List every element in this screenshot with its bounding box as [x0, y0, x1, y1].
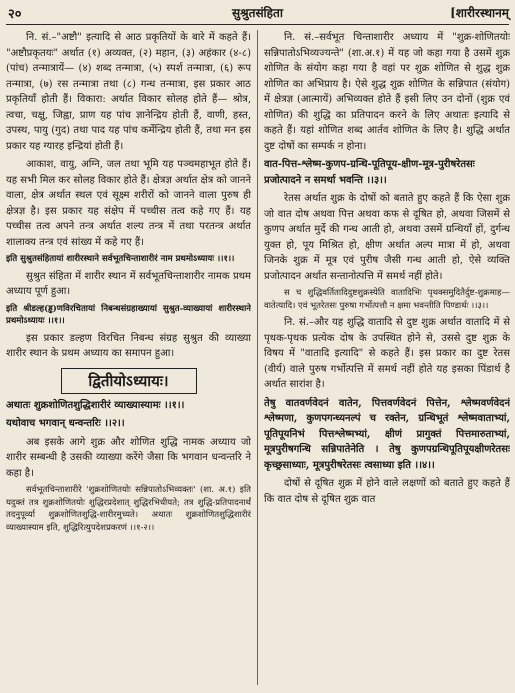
- commentary-paragraph: नि. सं.–और यह शुद्धि वातादि से दुष्ट शुक्र अर्थात वातादि में से पृथक-पृथक प्रत्येक दोष के उपस्थित होने से, उससे दुष्ट शुक्र के विषय में "वातादि इत्यादि" से कहते हैं। इस प्रकार का दुष्ट रेतस (वीर्य) वाले पुरुष गर्भोत्पत्ति में समर्थ नहीं होते यह इसका पिंडार्थ है अर्थात सारांश है।: [264, 317, 510, 390]
- sanskrit-commentary: सर्वभूतचिन्ताशारीरे 'शुक्रशोणितयोः सन्निपातोऽभिव्यक्तः' (शा. अ.१) इति यदुक्तं तत्र शुक्रशोणितयोः शुद्धिरप्रदेशात् शुद्धिरभिधीयते; तत्र शुद्धि-प्रतिपादनार्थं तदनुपूर्व्या शुक्रशोणितशुद्धि-शारीरमुच्यते। अथातः शुक्रशोणितशुद्धिशारीरं व्याख्यास्याम इति, शुद्धिरित्युपदेशप्रकरणं ।।१-२।।: [6, 485, 251, 533]
- commentary-colophon-sanskrit: इति श्रीडल्ह(ड्ढ)णविरचितायां निबन्धसंग्रहाख्यायां सुश्रुत-व्याख्यायां शारीरस्थाने प्रथमोऽध्यायः ।।१।।: [6, 303, 251, 326]
- page-number: २०: [8, 7, 22, 22]
- sutra-verse: तेषु वातवर्णवेदनं वातेन, पित्तवर्णवेदनं पित्तेन, श्लेष्मवर्णवेदनं श्लेष्मणा, कुणपगन्ध्यनल्पं च रक्तेन, ग्रन्थिभूतं श्लेष्मवाताभ्यां, पूतिपूयनिभं पित्तश्लेष्मभ्यां, क्षीणं प्रागुक्तं पित्तमारुताभ्यां, मूत्रपुरीषगन्धि सन्निपातेनेति । तेषु कुणपग्रन्थिपूतिपूयक्षीणरेतसः कृच्छ्रसाध्याः, मूत्रपुरीषरेतसः त्वसाध्या इति ।।४।।: [264, 397, 510, 471]
- column-divider: [257, 30, 258, 685]
- left-column: [6, 30, 251, 689]
- sanskrit-commentary: स च शुद्धिवर्तितादिदुष्टशुक्रस्येति वातादिभिः पृथक्समुदितैर्दुष्ट-शुक्रमाह—वातेत्यादि। एवं भूतरेतसः पुरुषा गर्भोत्पत्तौ न क्षमा भवन्तीति पिण्डार्थः ।।३।।: [264, 288, 510, 311]
- page-header: [6, 4, 509, 26]
- sutra-verse: अथातः शुक्रशोणितशुद्धिशारीरं व्याख्यास्यामः ।।१।।: [6, 399, 185, 411]
- translation-paragraph: रेतस अर्थात शुक्र के दोषों को बताते हुए कहते हैं कि ऐसा शुक्र जो वात दोष अथवा पित्त अथवा कफ से दूषित हो, अथवा जिसमें से कुणप अर्थात मुर्दे की गन्ध आती हो, अथवा उसमें ग्रन्थियाँ हों, दुर्गन्ध युक्त हो, पूय मिश्रित हो, क्षीण अर्थात अल्प मात्रा में हो, अथवा जिनके शुक्र में मूत्र एवं पुरीष जैसी गन्ध आती हो, ऐसे व्यक्ति प्रजोत्पादन अर्थात सन्तानोत्पत्ति में समर्थ नहीं होते।: [264, 193, 510, 282]
- colophon-hindi: सुश्रुत संहिता में शारीर स्थान में सर्वभूतचिन्ताशारीर नामक प्रथम अध्याय पूर्ण हुआ।: [6, 270, 251, 297]
- colophon-sanskrit: इति सुश्रुतसंहितायां शारीरस्थाने सर्वभूतचिन्ताशारीरं नाम प्रथमोऽध्यायः ।।१।।: [6, 254, 235, 264]
- section-name: [शारीरस्थानम्: [450, 6, 509, 20]
- chapter-title: द्वितीयोऽध्यायः।: [61, 368, 197, 394]
- translation-paragraph: अब इसके आगे शुक्र और शोणित शुद्धि नामक अध्याय जो शारीर सम्बन्धी है उसकी व्याख्या करेंगे जैसा कि भगवान धन्वन्तरि ने कहा है।: [6, 436, 251, 479]
- translation-paragraph: दोषों से दूषित शुक्र में होने वाले लक्षणों को बताते हुए कहते हैं कि वात दोष से दूषित शुक्र वात: [264, 478, 510, 505]
- sutra-verse: यथोवाच भगवान् धन्वन्तरिः ।।२।।: [6, 418, 125, 429]
- running-title: सुश्रुतसंहिता: [232, 6, 283, 20]
- sutra-verse: वात-पित्त-श्लेष्म-कुणप-ग्रन्थि-पूतिपूय-क्षीण-मूत्र-पुरीषरेतसः प्रजोत्पादने न समर्था भवन्ति ।।३।।: [264, 159, 475, 186]
- commentary-colophon-hindi: इस प्रकार डल्हण विरचित निबन्ध संग्रह सुश्रुत की व्याख्या शारीर स्थान के प्रथम अध्याय का समापन हुआ।: [6, 332, 251, 359]
- right-column: [264, 30, 510, 689]
- commentary-paragraph: नि. सं.–सर्वभूत चिन्ताशारीर अध्याय में "शुक्र-शोणितयोः सन्निपातोऽभिव्यज्यन्ते" (शा.अ.१) में यह जो कहा गया है उसमें शुक्र शोणित के संयोग कहा गया है वहां पर शुक्र शोणित से शुद्ध शुक्र शोणित का अभिप्राय है। ऐसे शुद्ध शुक्र शोणित के सन्निपात (संयोग) में क्षेत्रज्ञ (आत्मायें) अभिव्यक्त होते हैं इसी लिए उन दोनों (शुक्र एवं शोणित) की शुद्धि का प्रतिपादन करने के लिए अथातः इत्यादि से कहते हैं। यहां शोणित शब्द आर्तव शोणित के लिए है। शुद्धि अर्थात दुष्ट दोषों का सम्पर्क न होना।: [264, 32, 510, 152]
- commentary-paragraph: आकाश, वायु, अग्नि, जल तथा भूमि यह पञ्चमहाभूत होते हैं। यह सभी मिल कर सोलह विकार होते हैं। क्षेत्रज्ञ अर्थात क्षेत्र को जानने वाला, क्षेत्र अर्थात स्थल एवं सूक्ष्म शरीरों को जानने वाला पुरुष ही क्षेत्रज्ञ है। इस प्रकार यह संक्षेप में पच्चीस तत्व कहे गए हैं। यह पच्चीस तत्व अपने तन्त्र अर्थात शल्य तन्त्र में तथा परतन्त्र अर्थात शालाक्य तन्त्र एवं सांख्य में कहे गए हैं।: [6, 159, 251, 248]
- commentary-paragraph: नि. सं.–"अष्टौ" इत्यादि से आठ प्रकृतियों के बारे में कहते हैं। "अष्टौप्रकृतयः" अर्थात (१) अव्यक्त, (२) महान, (३) अहंकार (४-८) (पांच) तन्मात्रायें— (४) शब्द तन्मात्रा, (५) स्पर्श तन्मात्रा, (६) रूप तन्मात्रा, (७) रस तन्मात्रा तथा (८) गन्ध तन्मात्रा, इस प्रकार आठ प्रकृतियाँ होती हैं। विकारा: अर्थात विकार सोलह होते हैं— श्रोत्र, त्वचा, चक्षु, जिह्वा, प्राण यह पांच ज्ञानेन्द्रिय होती हैं, वाणी, हस्त, उपस्थ, पायु (गुद) तथा पाद यह पांच कर्मेन्द्रिय होती हैं, तथा मन इस प्रकार यह ग्यारह इन्द्रियां होती हैं।: [6, 32, 251, 152]
- header-rule: [6, 24, 509, 25]
